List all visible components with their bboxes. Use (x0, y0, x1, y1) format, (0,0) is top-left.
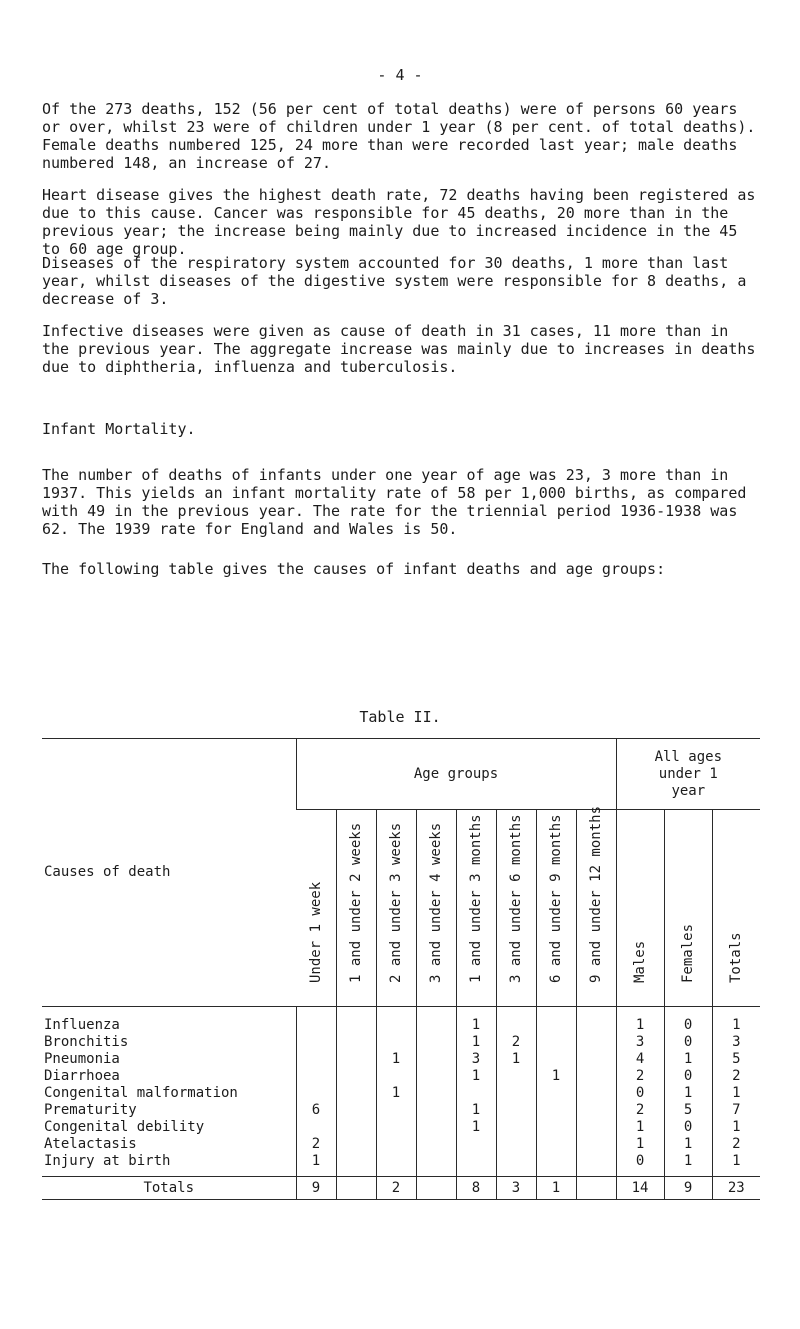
value-cell (296, 1051, 336, 1068)
totals-cell: 1 (536, 1177, 576, 1200)
table-row (42, 1034, 760, 1051)
all-ages-line-2: under 1 (658, 765, 718, 782)
value-cell (496, 1007, 536, 1035)
col-header-age-3: 3 and under 4 weeks (416, 810, 456, 1007)
cause-cell: Bronchitis (44, 1034, 129, 1050)
value-cell: 1 (664, 1136, 712, 1153)
value-cell: 1 (712, 1007, 760, 1035)
value-cell (536, 1136, 576, 1153)
paragraph-table-intro: The following table gives the causes of infant deaths and age groups: (42, 560, 666, 578)
infant-deaths-table (42, 738, 760, 1200)
totals-cell: 8 (456, 1177, 496, 1200)
value-cell: 0 (664, 1034, 712, 1051)
all-ages-line-3: year (671, 782, 706, 799)
table-row (42, 1007, 760, 1035)
value-cell: 1 (712, 1119, 760, 1136)
paragraph-infant-rate: The number of deaths of infants under one year of age was 23, 3 more than in 1937. This yields an infant mortality rate of 58 per 1,000 births, as compared with 49 in the previous year. The rate for the triennial period 1936-1938 was 62. The 1939 rate for England and Wales is 50. (42, 466, 756, 538)
value-cell (296, 1085, 336, 1102)
col-header-age-4: 1 and under 3 months (456, 810, 496, 1007)
value-cell (416, 1007, 456, 1035)
totals-label: Totals (42, 1177, 296, 1200)
value-cell: 1 (376, 1085, 416, 1102)
value-cell (336, 1119, 376, 1136)
causes-of-death-header: Causes of death (42, 739, 296, 1007)
value-cell (456, 1085, 496, 1102)
table-row (42, 1153, 760, 1177)
cause-cell: Influenza (44, 1017, 120, 1033)
value-cell (536, 1119, 576, 1136)
value-cell (416, 1136, 456, 1153)
value-cell (496, 1102, 536, 1119)
value-cell (376, 1136, 416, 1153)
value-cell (496, 1085, 536, 1102)
paragraph-respiratory: Diseases of the respiratory system accounted for 30 deaths, 1 more than last year, whilst diseases of the digestive system were responsible for 8 deaths, a decrease of 3. (42, 254, 756, 308)
value-cell (336, 1034, 376, 1051)
totals-cell: 9 (664, 1177, 712, 1200)
page-number: - 4 - (377, 66, 423, 84)
paragraph-heart-cancer: Heart disease gives the highest death rate, 72 deaths having been registered as due to this cause. Cancer was responsible for 45 deaths, 20 more than in the previous year; the increase being mainly due to increased incidence in the 45 to 60 age group. (42, 186, 765, 258)
infant-mortality-heading: Infant Mortality. (42, 420, 196, 438)
value-cell: 3 (712, 1034, 760, 1051)
cause-cell: Congenital debility (44, 1119, 205, 1135)
value-cell (576, 1068, 616, 1085)
value-cell (576, 1119, 616, 1136)
value-cell (576, 1153, 616, 1177)
value-cell: 0 (616, 1085, 664, 1102)
value-cell (416, 1119, 456, 1136)
value-cell: 1 (376, 1051, 416, 1068)
col-header-females: Females (664, 810, 712, 1007)
table-row (42, 1068, 760, 1085)
value-cell: 2 (496, 1034, 536, 1051)
value-cell (456, 1153, 496, 1177)
value-cell: 2 (712, 1136, 760, 1153)
value-cell (576, 1102, 616, 1119)
totals-cell (576, 1177, 616, 1200)
col-header-age-1: 1 and under 2 weeks (336, 810, 376, 1007)
value-cell (376, 1119, 416, 1136)
totals-cell: 14 (616, 1177, 664, 1200)
value-cell: 6 (296, 1102, 336, 1119)
value-cell (296, 1068, 336, 1085)
value-cell (296, 1119, 336, 1136)
value-cell: 5 (712, 1051, 760, 1068)
value-cell (336, 1136, 376, 1153)
value-cell: 1 (712, 1085, 760, 1102)
age-groups-header: Age groups (296, 739, 616, 810)
cause-cell: Diarrhoea (44, 1068, 120, 1084)
all-ages-line-1: All ages (654, 748, 723, 765)
value-cell (336, 1051, 376, 1068)
table-row (42, 1085, 760, 1102)
value-cell (576, 1136, 616, 1153)
all-ages-header (616, 739, 760, 810)
totals-cell: 2 (376, 1177, 416, 1200)
col-header-age-0: Under 1 week (296, 810, 336, 1007)
value-cell: 1 (536, 1068, 576, 1085)
value-cell: 0 (664, 1119, 712, 1136)
value-cell (376, 1068, 416, 1085)
value-cell: 0 (664, 1007, 712, 1035)
value-cell (536, 1085, 576, 1102)
value-cell: 0 (616, 1153, 664, 1177)
paragraph-infective: Infective diseases were given as cause of death in 31 cases, 11 more than in the previous year. The aggregate increase was mainly due to increases in deaths due to diphtheria, influenza and tuberculosis. (42, 322, 765, 376)
col-header-age-5: 3 and under 6 months (496, 810, 536, 1007)
value-cell: 1 (496, 1051, 536, 1068)
value-cell (376, 1153, 416, 1177)
value-cell (416, 1153, 456, 1177)
col-header-totals: Totals (712, 810, 760, 1007)
value-cell: 1 (456, 1102, 496, 1119)
totals-cell: 9 (296, 1177, 336, 1200)
value-cell: 1 (664, 1051, 712, 1068)
value-cell: 3 (456, 1051, 496, 1068)
value-cell: 1 (664, 1153, 712, 1177)
col-header-age-7: 9 and under 12 months (576, 810, 616, 1007)
col-header-males: Males (616, 810, 664, 1007)
value-cell: 1 (456, 1119, 496, 1136)
value-cell (496, 1068, 536, 1085)
cause-cell: Congenital malformation (44, 1085, 238, 1101)
value-cell (296, 1034, 336, 1051)
col-header-age-2: 2 and under 3 weeks (376, 810, 416, 1007)
value-cell (576, 1085, 616, 1102)
value-cell: 2 (616, 1068, 664, 1085)
value-cell (336, 1102, 376, 1119)
value-cell (416, 1102, 456, 1119)
value-cell (296, 1007, 336, 1035)
value-cell: 3 (616, 1034, 664, 1051)
value-cell (576, 1007, 616, 1035)
totals-cell (416, 1177, 456, 1200)
cause-cell: Pneumonia (44, 1051, 120, 1067)
value-cell (496, 1153, 536, 1177)
value-cell (376, 1102, 416, 1119)
cause-cell: Prematurity (44, 1102, 137, 1118)
value-cell: 1 (296, 1153, 336, 1177)
value-cell (576, 1034, 616, 1051)
value-cell: 1 (456, 1007, 496, 1035)
totals-row (42, 1177, 760, 1200)
value-cell: 2 (296, 1136, 336, 1153)
value-cell (416, 1068, 456, 1085)
value-cell (536, 1153, 576, 1177)
value-cell (336, 1068, 376, 1085)
value-cell (456, 1136, 496, 1153)
value-cell (536, 1102, 576, 1119)
value-cell (496, 1119, 536, 1136)
value-cell (336, 1153, 376, 1177)
value-cell: 4 (616, 1051, 664, 1068)
value-cell: 7 (712, 1102, 760, 1119)
totals-cell: 3 (496, 1177, 536, 1200)
table-row (42, 1051, 760, 1068)
paragraph-deaths-summary: Of the 273 deaths, 152 (56 per cent of total deaths) were of persons 60 years or over, whilst 23 were of children under 1 year (8 per cent. of total deaths). Female deaths numbered 125, 24 more than were recorded last year; male deaths numbered 148, an increase of 27. (42, 100, 765, 172)
value-cell: 0 (664, 1068, 712, 1085)
value-cell (536, 1034, 576, 1051)
value-cell: 1 (456, 1034, 496, 1051)
value-cell: 1 (616, 1007, 664, 1035)
value-cell (576, 1051, 616, 1068)
value-cell (536, 1007, 576, 1035)
value-cell: 1 (712, 1153, 760, 1177)
cause-cell: Atelactasis (44, 1136, 137, 1152)
value-cell: 5 (664, 1102, 712, 1119)
value-cell (496, 1136, 536, 1153)
value-cell (336, 1085, 376, 1102)
value-cell (536, 1051, 576, 1068)
value-cell (376, 1007, 416, 1035)
value-cell (416, 1085, 456, 1102)
value-cell (416, 1034, 456, 1051)
value-cell: 1 (456, 1068, 496, 1085)
col-header-age-6: 6 and under 9 months (536, 810, 576, 1007)
table-row (42, 1119, 760, 1136)
value-cell: 2 (616, 1102, 664, 1119)
value-cell (336, 1007, 376, 1035)
table-row (42, 1136, 760, 1153)
value-cell: 1 (616, 1119, 664, 1136)
value-cell (376, 1034, 416, 1051)
value-cell (416, 1051, 456, 1068)
table-title: Table II. (359, 708, 441, 726)
cause-cell: Injury at birth (44, 1153, 171, 1169)
value-cell: 2 (712, 1068, 760, 1085)
table-row (42, 1102, 760, 1119)
totals-cell (336, 1177, 376, 1200)
value-cell: 1 (616, 1136, 664, 1153)
value-cell: 1 (664, 1085, 712, 1102)
totals-cell: 23 (712, 1177, 760, 1200)
